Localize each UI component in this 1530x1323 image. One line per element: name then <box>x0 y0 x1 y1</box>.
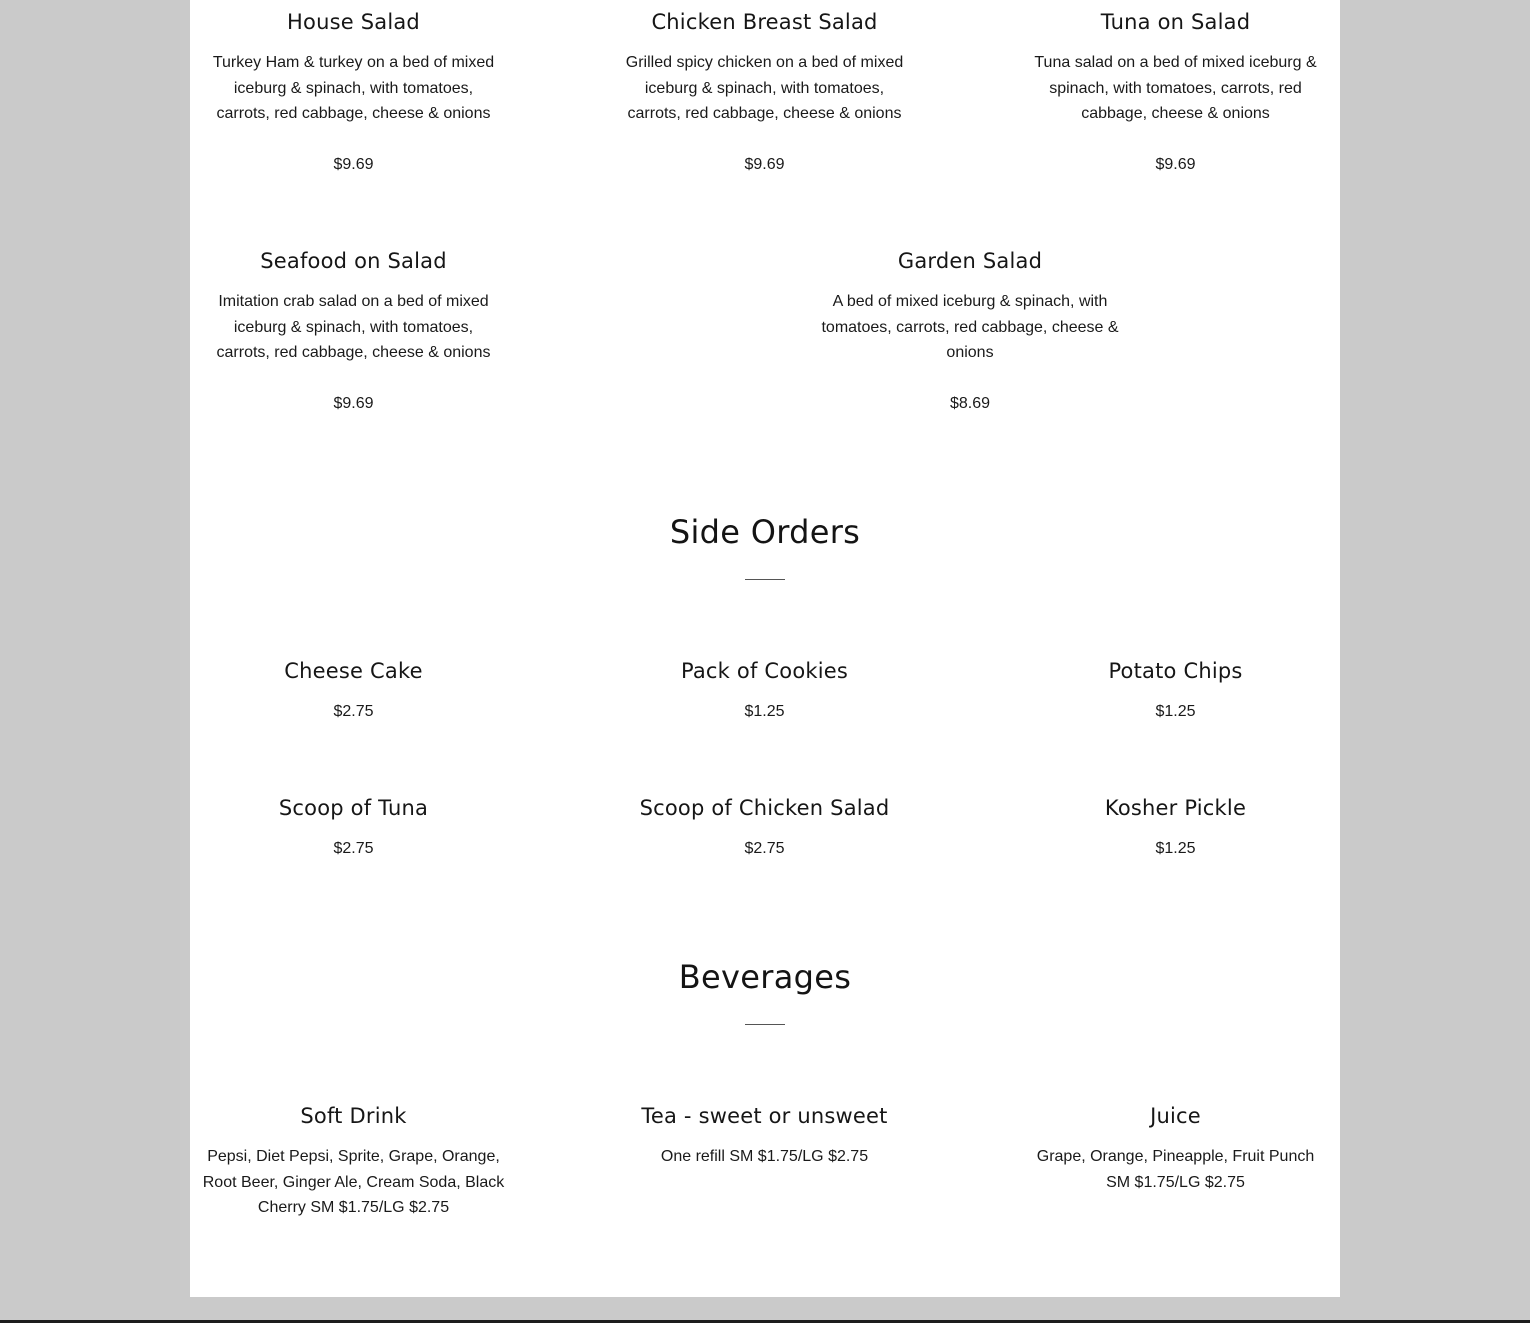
item-price: $9.69 <box>333 155 374 173</box>
item-price: $1.25 <box>744 703 785 720</box>
menu-item-cheese-cake <box>206 658 501 724</box>
item-description: One refill SM $1.75/LG $2.75 <box>660 1148 869 1165</box>
item-description: Tuna salad on a bed of mixed iceburg & spinach, with tomatoes, carrots, red cabbage, cheese & onions <box>1034 54 1317 122</box>
item-title: Soft Drink <box>300 1104 407 1128</box>
item-title: Garden Salad <box>897 249 1043 273</box>
item-price: $9.69 <box>333 394 374 412</box>
menu-item-juice <box>1028 1103 1323 1195</box>
section-title-side-orders: Side Orders <box>669 513 861 551</box>
item-price: $2.75 <box>744 840 785 857</box>
item-price: $2.75 <box>333 840 374 857</box>
item-title: Tuna on Salad <box>1100 10 1251 34</box>
section-divider <box>745 579 785 580</box>
item-price: $2.75 <box>333 703 374 720</box>
menu-item-soft-drink <box>202 1103 505 1221</box>
menu-item-house-salad <box>206 9 501 177</box>
item-price: $1.25 <box>1155 840 1196 857</box>
item-price: $8.69 <box>949 394 991 412</box>
item-title: Chicken Breast Salad <box>651 10 878 34</box>
menu-item-garden-salad <box>815 248 1125 416</box>
item-title: Cheese Cake <box>284 659 423 683</box>
menu-item-tuna-on-salad <box>1028 9 1323 177</box>
menu-item-seafood-on-salad <box>206 248 501 416</box>
item-title: Tea - sweet or unsweet <box>641 1104 888 1128</box>
item-title: Kosher Pickle <box>1104 796 1247 820</box>
item-description: Turkey Ham & turkey on a bed of mixed iceburg & spinach, with tomatoes, carrots, red cabbage, cheese & onions <box>212 54 495 122</box>
item-title: Seafood on Salad <box>260 249 447 273</box>
item-price: $1.25 <box>1155 703 1196 720</box>
menu-item-chicken-breast-salad <box>617 9 912 177</box>
item-title: Juice <box>1150 1104 1201 1128</box>
item-title: House Salad <box>287 10 420 34</box>
item-title: Pack of Cookies <box>680 659 849 683</box>
item-description: Grilled spicy chicken on a bed of mixed iceburg & spinach, with tomatoes, carrots, red cabbage, cheese & onions <box>625 54 904 122</box>
menu-item-scoop-of-chicken-salad <box>617 795 912 861</box>
item-description: Grape, Orange, Pineapple, Fruit Punch SM $1.75/LG $2.75 <box>1036 1148 1315 1191</box>
item-description: Pepsi, Diet Pepsi, Sprite, Grape, Orange, Root Beer, Ginger Ale, Cream Soda, Black Cherry SM $1.75/LG $2.75 <box>202 1148 505 1216</box>
item-title: Scoop of Chicken Salad <box>639 796 890 820</box>
item-description: A bed of mixed iceburg & spinach, with tomatoes, carrots, red cabbage, cheese & onions <box>821 293 1119 361</box>
menu-item-tea <box>607 1103 922 1170</box>
menu-item-scoop-of-tuna <box>206 795 501 861</box>
menu-page <box>190 0 1340 1297</box>
item-title: Potato Chips <box>1108 659 1243 683</box>
menu-item-kosher-pickle <box>1028 795 1323 861</box>
menu-item-pack-of-cookies <box>617 658 912 724</box>
item-description: Imitation crab salad on a bed of mixed iceburg & spinach, with tomatoes, carrots, red cabbage, cheese & onions <box>216 293 491 361</box>
section-title-beverages: Beverages <box>678 958 852 996</box>
menu-item-potato-chips <box>1028 658 1323 724</box>
item-price: $9.69 <box>744 155 785 173</box>
section-divider <box>745 1024 785 1025</box>
item-price: $9.69 <box>1155 155 1196 173</box>
item-title: Scoop of Tuna <box>278 796 429 820</box>
